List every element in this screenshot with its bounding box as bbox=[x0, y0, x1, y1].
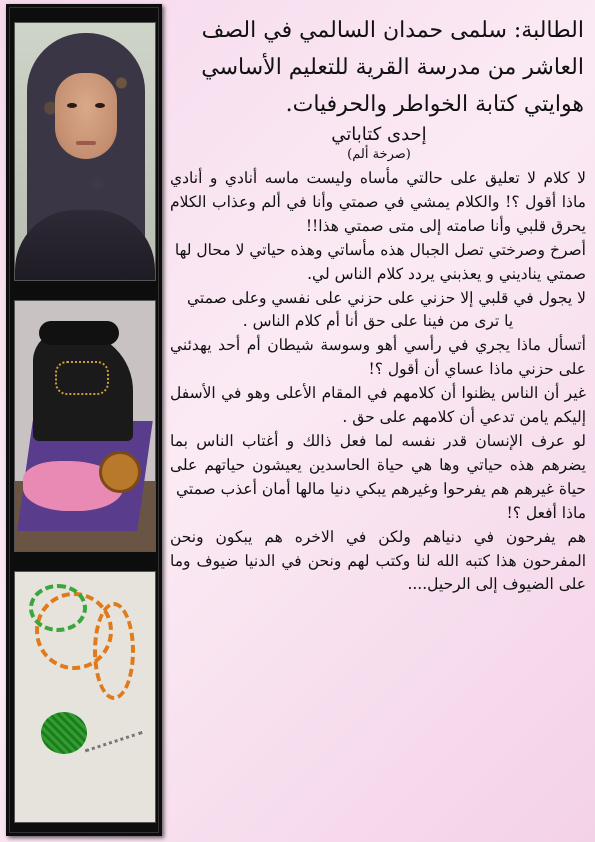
green-rope-loop bbox=[29, 584, 87, 632]
paragraph: هم يفرحون في دنياهم ولكن في الاخره هم يبكون ونحن المفرحون هذا كتبه الله لنا وكتب لهم ونحن في الدنيا ضيوف وما على الضيوف إلى الرحيل.... bbox=[170, 527, 586, 594]
intro-line-3: هوايتي كتابة الخواطر والحرفيات. bbox=[285, 92, 584, 117]
spool-wheel bbox=[99, 451, 141, 493]
photo-strip bbox=[6, 4, 162, 836]
writing-subtitle: إحدى كتاباتي bbox=[331, 124, 427, 145]
intro-line-2: العاشر من مدرسة القرية للتعليم الأساسي bbox=[201, 55, 584, 80]
paragraph: لا يجول في قلبي إلا حزني على حزني على نفسي وعلى صمتي bbox=[187, 288, 586, 307]
left-eye bbox=[67, 103, 77, 108]
metal-chain bbox=[85, 731, 145, 760]
mouth bbox=[76, 141, 96, 145]
poem-body bbox=[170, 167, 586, 597]
student-portrait-photo bbox=[14, 22, 156, 281]
paragraph: يا ترى من فينا على حق أنا أم كلام الناس . bbox=[242, 312, 514, 331]
sewing-machine-arm bbox=[39, 321, 119, 345]
paragraph: أتسأل ماذا يجري في رأسي أهو وسوسة شيطان أم أحد يهدئني على حزني ماذا عساي أن أقول ؟! bbox=[170, 336, 586, 379]
paragraph: صمتي يناديني و يعذبني يردد كلام الناس لي. bbox=[307, 264, 586, 283]
paragraph: أصرخ وصرختي تصل الجبال هذه مأساتي وهذه حياتي لا محال لها bbox=[174, 240, 586, 259]
sewing-machine-cake-photo bbox=[14, 300, 156, 552]
poem-title: (صرخة ألم) bbox=[347, 147, 411, 162]
green-woven-ball bbox=[41, 712, 87, 754]
intro-line-1: الطالبة: سلمى حمدان السالمي في الصف bbox=[201, 18, 584, 43]
bracelet-craft-photo bbox=[14, 571, 156, 823]
paragraph: ماذا أفعل ؟! bbox=[506, 503, 586, 522]
paragraph: غير أن الناس يظنوا أن كلامهم في المقام الأعلى وهو في الأسفل إليكم يامن تدعي أن كلامهم على حق . bbox=[170, 384, 586, 427]
text-column bbox=[170, 6, 588, 838]
right-eye bbox=[95, 103, 105, 108]
student-intro bbox=[170, 12, 584, 123]
paragraph: لو عرف الإنسان قدر نفسه لما فعل ذالك و أغتاب الناس بما يضرهم هذه حياتي وها هي حياة الحاسدين يعيشون حياتهم على حياة غيرهم هم يفرحوا وغيرهم يبكي دنيا مالها أمان أعذب صمتي bbox=[170, 431, 586, 498]
paragraph: لا كلام لا تعليق على حالتي مأساه وليست ماسه أنادي و أنادي ماذا أقول ؟! والكلام يمشي في صمتي وأنا في ألم وعذاب الكلام يحرق قلبي وأنا صامته إلى متى صمتي هذا!! bbox=[170, 169, 586, 235]
orange-rope-strand bbox=[93, 602, 135, 700]
gold-ornament bbox=[55, 361, 109, 395]
face bbox=[55, 73, 117, 159]
